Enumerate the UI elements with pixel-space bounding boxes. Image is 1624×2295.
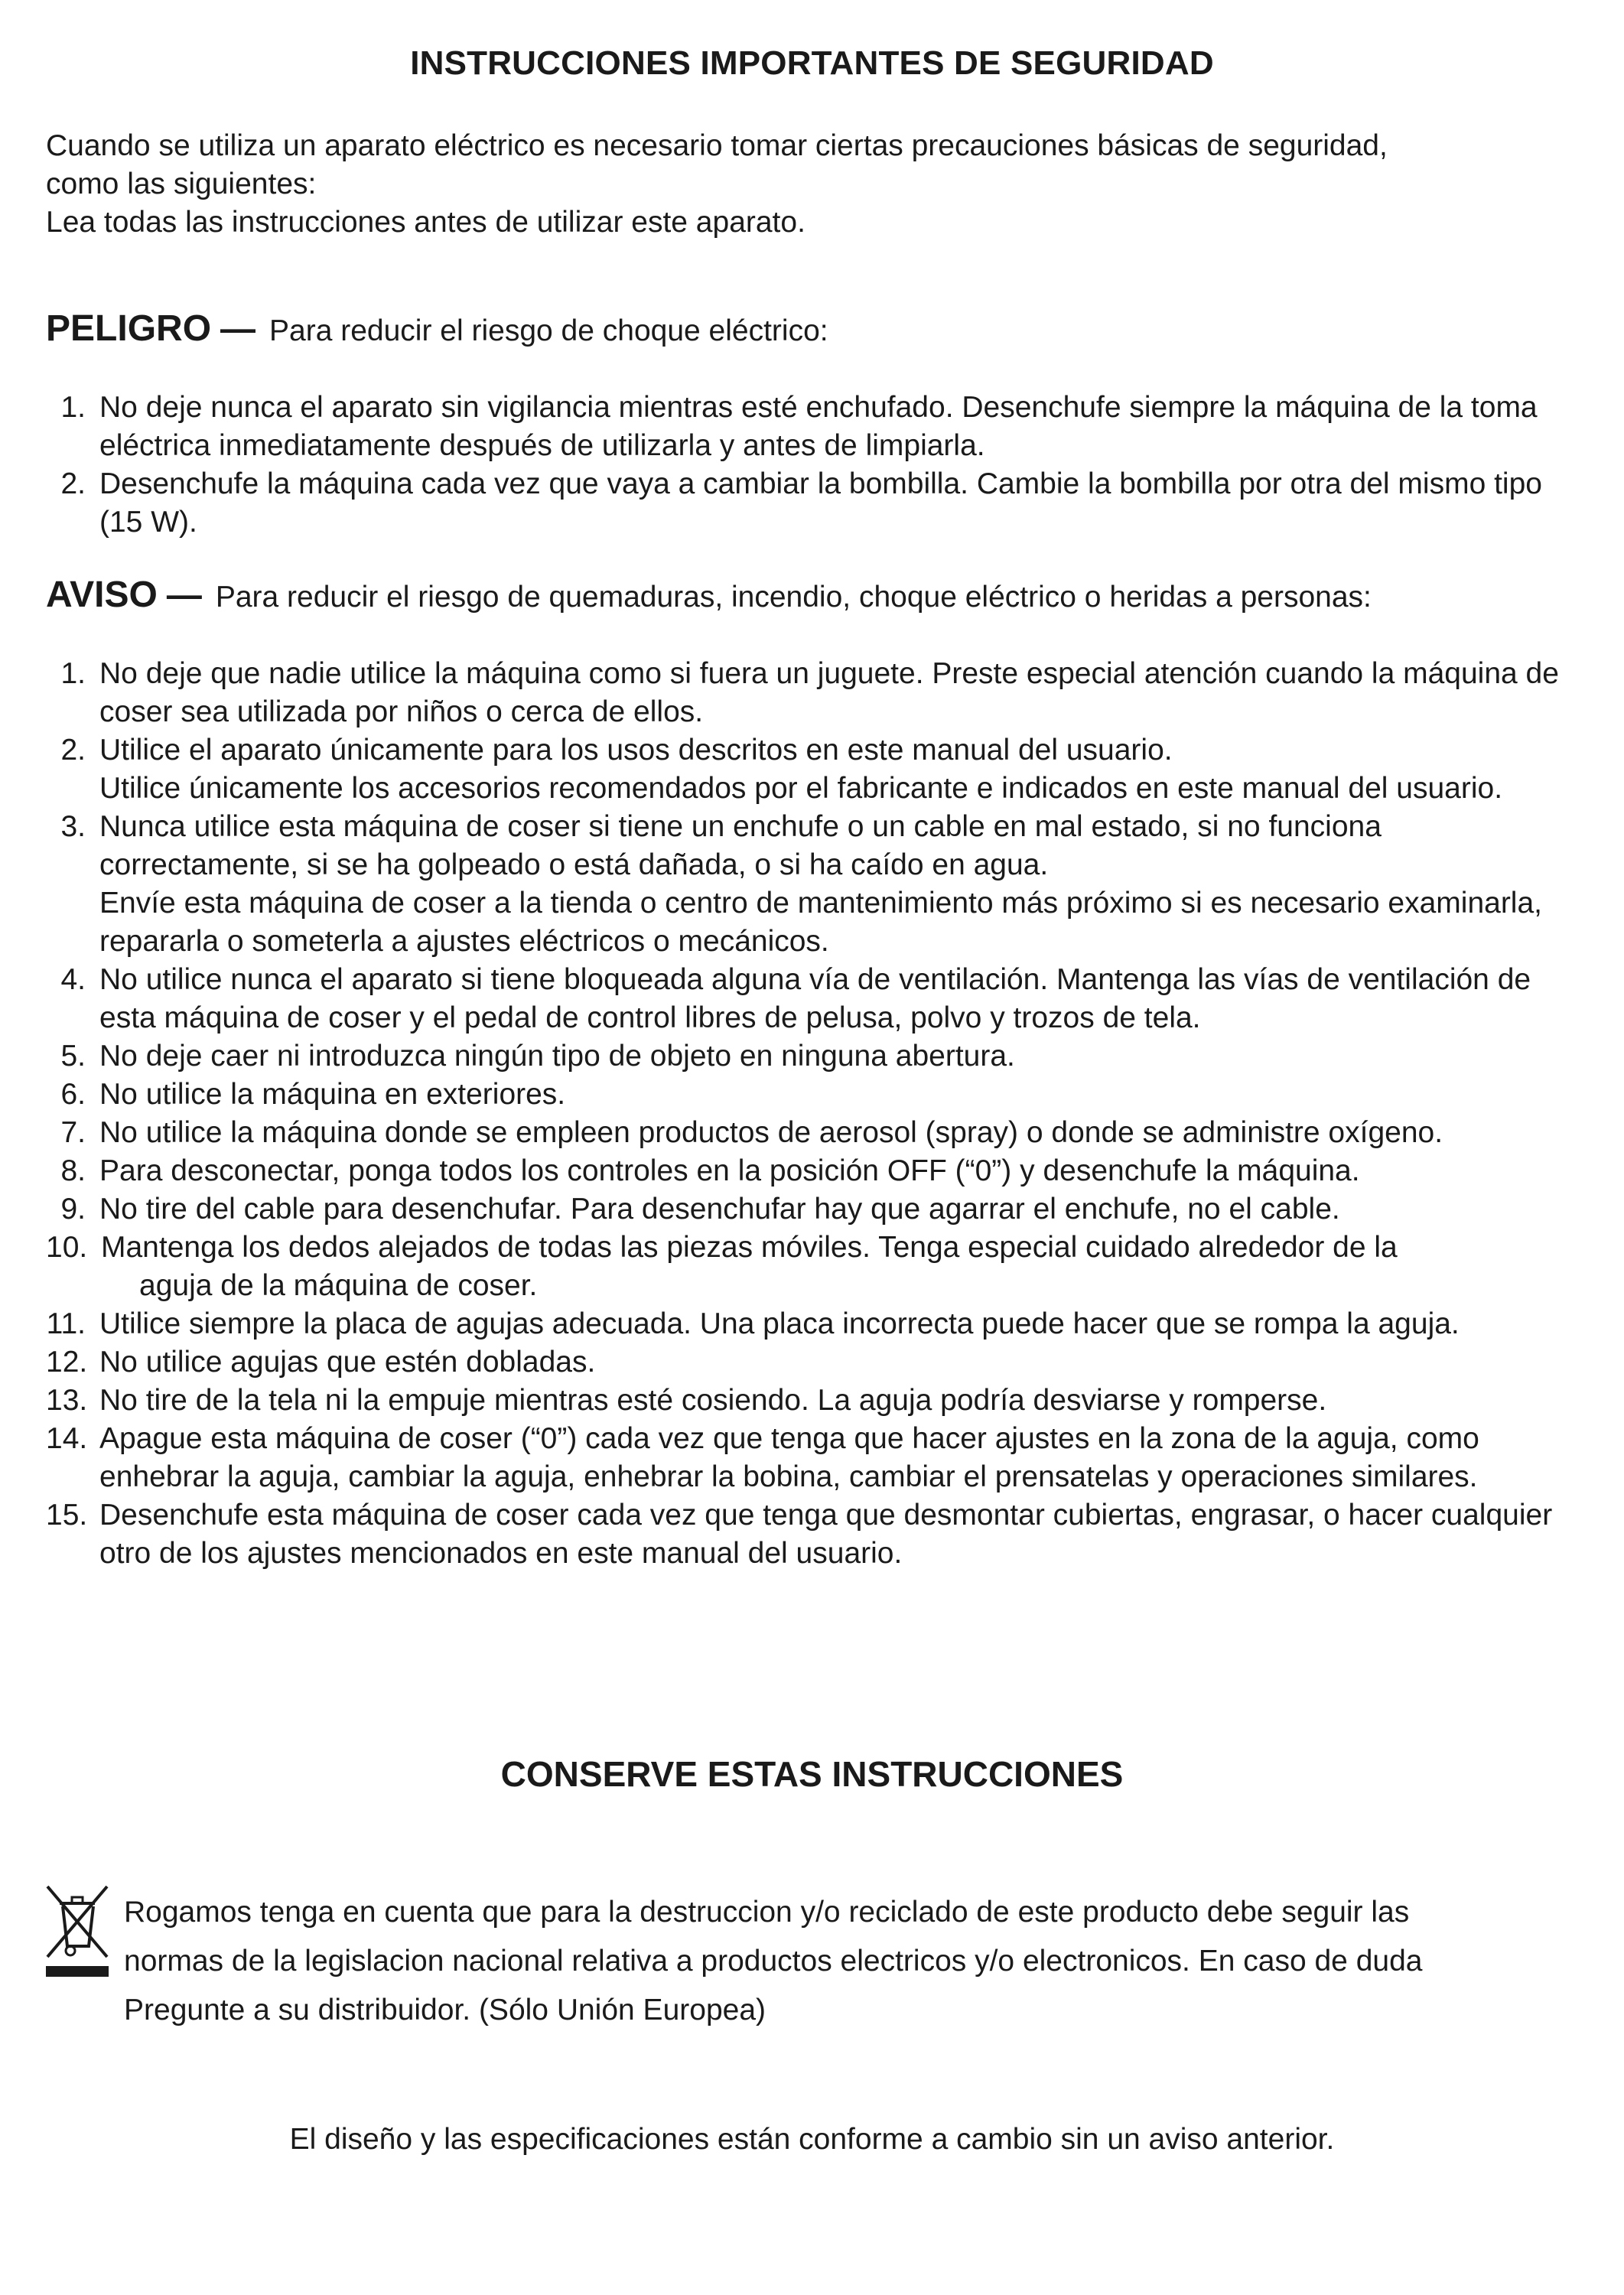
item-text: No utilice nunca el aparato si tiene bloqueada alguna vía de ventilación. Mantenga las vías de ventilación de esta máquina de coser y el pedal de control libres de pelusa, polvo y trozos de tela. (99, 963, 1531, 1034)
item-text: No deje nunca el aparato sin vigilancia mientras esté enchufado. Desenchufe siempre la máquina de la toma eléctrica inmediatamente después de utilizarla y antes de limpiarla. (99, 391, 1538, 462)
item-number: 2. (60, 734, 86, 767)
recycling-notice (124, 1888, 1577, 2035)
item-text: Para desconectar, ponga todos los controles en la posición OFF (“0”) y desenchufe la máquina. (99, 1154, 1360, 1187)
item-text: No utilice la máquina donde se empleen productos de aerosol (spray) o donde se administre oxígeno. (99, 1116, 1443, 1149)
list-item (46, 1076, 1576, 1114)
recycling-line: Rogamos tenga en cuenta que para la destruccion y/o reciclado de este producto debe seguir las (124, 1896, 1410, 1929)
item-number: 15. (46, 1499, 88, 1532)
item-number: 5. (60, 1040, 86, 1073)
aviso-heading (46, 574, 1372, 616)
item-number: 12. (46, 1346, 88, 1379)
list-item (46, 1496, 1576, 1573)
aviso-subtitle: Para reducir el riesgo de quemaduras, incendio, choque eléctrico o heridas a personas: (215, 581, 1372, 614)
item-text: No utilice agujas que estén dobladas. (99, 1346, 596, 1379)
item-text: Desenchufe la máquina cada vez que vaya a cambiar la bombilla. Cambie la bombilla por otra del mismo tipo (15 W). (99, 467, 1542, 539)
item-text: Apague esta máquina de coser (“0”) cada vez que tenga que hacer ajustes en la zona de la aguja, como enhebrar la aguja, cambiar la aguja, enhebrar la bobina, cambiar el prensatelas y operaciones similares. (99, 1422, 1479, 1493)
item-text: No tire de la tela ni la empuje mientras esté cosiendo. La aguja podría desviarse y romperse. (99, 1384, 1327, 1417)
item-number: 14. (46, 1422, 88, 1455)
item-text: No deje caer ni introduzca ningún tipo de objeto en ninguna abertura. (99, 1040, 1015, 1073)
peligro-keyword: PELIGRO (46, 308, 212, 349)
recycling-line: normas de la legislacion nacional relativa a productos electricos y/o electronicos. En caso de duda (124, 1945, 1423, 1978)
list-item (46, 808, 1576, 961)
list-item (46, 1420, 1576, 1496)
page-title: INSTRUCCIONES IMPORTANTES DE SEGURIDAD (410, 44, 1214, 82)
heading-dash: — (166, 575, 202, 614)
item-number: 3. (60, 810, 86, 843)
aviso-list (46, 655, 1576, 1573)
peligro-list (46, 389, 1576, 542)
list-item (46, 1190, 1576, 1229)
list-item (46, 1152, 1576, 1190)
item-number: 9. (60, 1193, 86, 1226)
item-number: 2. (60, 467, 86, 500)
list-item (46, 1343, 1576, 1382)
list-item (46, 655, 1576, 731)
peligro-subtitle: Para reducir el riesgo de choque eléctrico: (269, 314, 828, 347)
conserve-heading: CONSERVE ESTAS INSTRUCCIONES (500, 1754, 1124, 1794)
list-item (46, 1114, 1576, 1152)
heading-dash: — (220, 308, 256, 348)
item-text: Envíe esta máquina de coser a la tienda o centro de mantenimiento más próximo si es necesario examinarla, repararla o someterla a ajustes eléctricos o mecánicos. (99, 887, 1542, 958)
crossed-out-wheelie-bin-icon (43, 1880, 112, 1980)
item-number: 7. (60, 1116, 86, 1149)
item-text: Utilice únicamente los accesorios recomendados por el fabricante e indicados en este manual del usuario. (99, 772, 1503, 805)
list-item (46, 1229, 1576, 1305)
item-text: No utilice la máquina en exteriores. (99, 1078, 566, 1111)
list-item (46, 389, 1576, 465)
item-text: Nunca utilice esta máquina de coser si tiene un enchufe o un cable en mal estado, si no funciona correctamente, si se ha golpeado o está dañada, o si ha caído en agua. (99, 810, 1382, 881)
intro-line: como las siguientes: (46, 168, 317, 200)
item-text: No tire del cable para desenchufar. Para desenchufar hay que agarrar el enchufe, no el cable. (99, 1193, 1340, 1226)
item-number: 1. (60, 391, 86, 424)
list-item (46, 961, 1576, 1037)
item-text: aguja de la máquina de coser. (139, 1269, 538, 1302)
item-number: 8. (60, 1154, 86, 1187)
footer-note: El diseño y las especificaciones están conforme a cambio sin un aviso anterior. (289, 2123, 1335, 2156)
item-text: Mantenga los dedos alejados de todas las piezas móviles. Tenga especial cuidado alrededor de la (101, 1231, 1398, 1264)
item-text: Utilice el aparato únicamente para los usos descritos en este manual del usuario. (99, 734, 1173, 767)
list-item (46, 1305, 1576, 1343)
list-item (46, 1382, 1576, 1420)
recycling-line: Pregunte a su distribuidor. (Sólo Unión Europea) (124, 1994, 766, 2026)
item-number: 1. (60, 657, 86, 690)
intro-line: Cuando se utiliza un aparato eléctrico es necesario tomar ciertas precauciones básicas de seguridad, (46, 129, 1388, 162)
peligro-heading (46, 308, 828, 350)
item-number: 10. (46, 1231, 88, 1264)
intro-paragraph (46, 127, 1576, 242)
list-item (46, 731, 1576, 808)
item-text: No deje que nadie utilice la máquina como si fuera un juguete. Preste especial atención cuando la máquina de coser sea utilizada por niños o cerca de ellos. (99, 657, 1559, 728)
intro-line: Lea todas las instrucciones antes de utilizar este aparato. (46, 206, 805, 239)
item-number: 4. (60, 963, 86, 996)
item-number: 6. (60, 1078, 86, 1111)
item-number: 13. (46, 1384, 88, 1417)
aviso-keyword: AVISO (46, 575, 158, 615)
item-text: Desenchufe esta máquina de coser cada vez que tenga que desmontar cubiertas, engrasar, o hacer cualquier otro de los ajustes mencionados en este manual del usuario. (99, 1499, 1553, 1570)
item-text: Utilice siempre la placa de agujas adecuada. Una placa incorrecta puede hacer que se rompa la aguja. (99, 1307, 1460, 1340)
list-item (46, 1037, 1576, 1076)
list-item (46, 465, 1576, 542)
item-number: 11. (46, 1307, 86, 1340)
